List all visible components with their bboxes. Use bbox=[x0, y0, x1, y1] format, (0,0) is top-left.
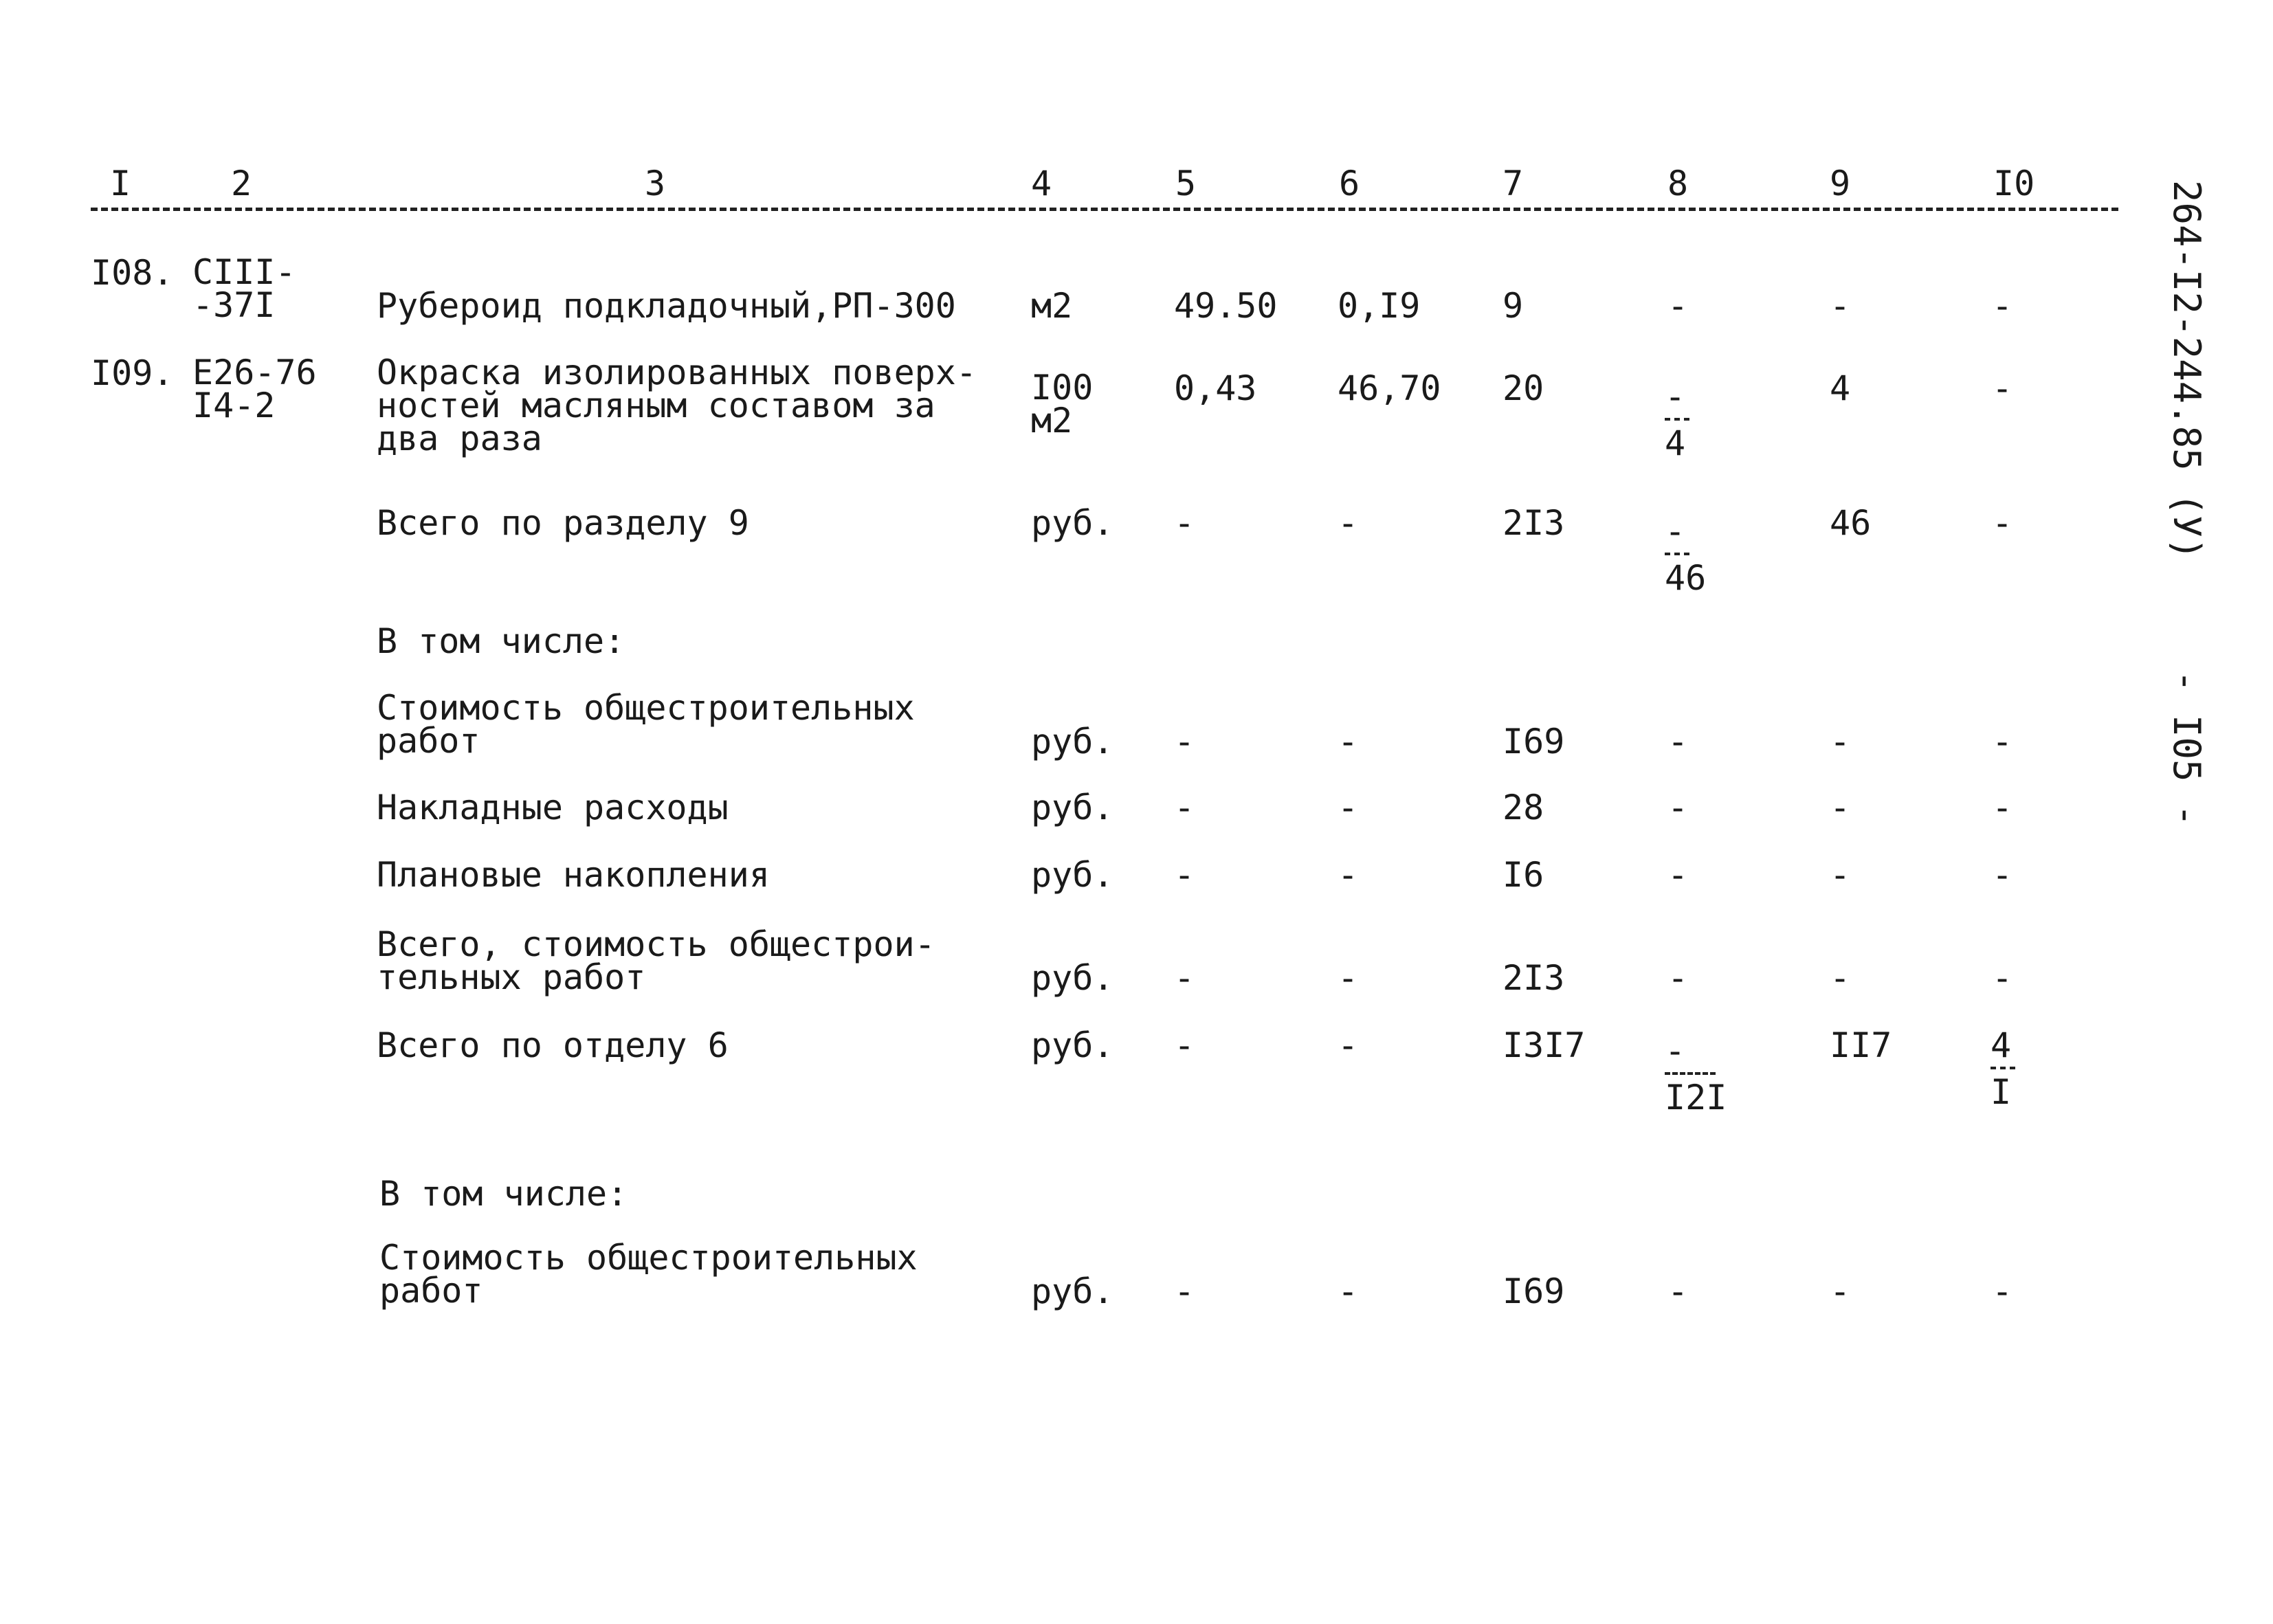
cell-col10: - bbox=[1992, 1271, 2013, 1311]
cell-col9: 4 bbox=[1830, 368, 1851, 408]
cell-col8: - bbox=[1667, 855, 1689, 895]
cell-col6: - bbox=[1338, 788, 1359, 827]
header-divider bbox=[91, 208, 2118, 211]
cell-col5: - bbox=[1174, 503, 1195, 543]
row-description: Рубероид подкладочный,РП-300 bbox=[377, 286, 956, 326]
row-unit: руб. bbox=[1031, 503, 1114, 543]
cell-col9: - bbox=[1830, 286, 1851, 326]
col-header-5: 5 bbox=[1175, 164, 1197, 203]
col-header-9: 9 bbox=[1830, 164, 1851, 203]
row-unit: м2 bbox=[1031, 286, 1073, 326]
cell-col7: I3I7 bbox=[1503, 1025, 1586, 1065]
row-description: Накладные расходы bbox=[377, 788, 729, 827]
row-code: Е26-76 I4-2 bbox=[192, 353, 317, 425]
fraction-numerator: - bbox=[1665, 1034, 1716, 1075]
cell-col6: - bbox=[1338, 1025, 1359, 1065]
section-subheading: В том числе: bbox=[377, 621, 625, 661]
col-header-6: 6 bbox=[1339, 164, 1360, 203]
row-description: Окраска изолированных поверх- ностей масляным составом за два раза bbox=[377, 353, 977, 458]
cell-col6: - bbox=[1338, 722, 1359, 761]
row-number: I08. bbox=[91, 253, 174, 293]
cell-col8-fraction bbox=[1665, 377, 1689, 463]
col-header-3: 3 bbox=[645, 164, 666, 203]
cell-col6: - bbox=[1338, 958, 1359, 998]
col-header-7: 7 bbox=[1503, 164, 1524, 203]
row-code: СIII- -37I bbox=[192, 252, 296, 325]
cell-col5: - bbox=[1174, 788, 1195, 827]
cell-col10: - bbox=[1992, 958, 2013, 998]
col-header-1: I bbox=[110, 164, 131, 203]
cell-col10: - bbox=[1992, 722, 2013, 761]
cell-col6: - bbox=[1338, 503, 1359, 543]
cell-col5: - bbox=[1174, 722, 1195, 761]
fraction-denominator: 4 bbox=[1665, 423, 1686, 463]
cell-col7: 2I3 bbox=[1503, 503, 1565, 543]
cell-col7: I69 bbox=[1503, 722, 1565, 761]
cell-col6: 46,70 bbox=[1338, 368, 1441, 408]
cell-col8-fraction bbox=[1665, 511, 1707, 598]
cell-col6: - bbox=[1338, 855, 1359, 895]
cell-col6: 0,I9 bbox=[1338, 286, 1421, 326]
cell-col7: I6 bbox=[1503, 855, 1544, 895]
col-header-8: 8 bbox=[1667, 164, 1689, 203]
row-unit: руб. bbox=[1031, 1271, 1114, 1311]
cell-col8: - bbox=[1667, 286, 1689, 326]
cell-col8: - bbox=[1667, 958, 1689, 998]
cell-col8: - bbox=[1667, 722, 1689, 761]
fraction-denominator: 46 bbox=[1665, 558, 1707, 598]
cell-col5: - bbox=[1174, 1271, 1195, 1311]
col-header-4: 4 bbox=[1031, 164, 1052, 203]
fraction-denominator: I2I bbox=[1665, 1078, 1727, 1117]
cell-col10: - bbox=[1992, 286, 2013, 326]
fraction-numerator: 4 bbox=[1991, 1028, 2015, 1069]
cell-col5: 0,43 bbox=[1174, 368, 1257, 408]
fraction-denominator: I bbox=[1991, 1072, 2012, 1112]
col-header-10: I0 bbox=[1993, 164, 2035, 203]
cell-col9: - bbox=[1830, 958, 1851, 998]
cell-col8-fraction bbox=[1665, 1031, 1727, 1117]
cell-col9: - bbox=[1830, 1271, 1851, 1311]
row-description: Стоимость общестроительных работ bbox=[377, 688, 915, 761]
row-unit: руб. bbox=[1031, 788, 1114, 827]
row-number: I09. bbox=[91, 353, 174, 393]
cell-col10: - bbox=[1992, 855, 2013, 895]
cell-col9: 46 bbox=[1830, 503, 1872, 543]
row-description: Всего по разделу 9 bbox=[377, 503, 749, 543]
page-number: - I05 - bbox=[2165, 670, 2208, 827]
row-unit: руб. bbox=[1031, 722, 1114, 761]
cell-col7: 28 bbox=[1503, 788, 1544, 827]
cell-col5: - bbox=[1174, 958, 1195, 998]
fraction-numerator: - bbox=[1665, 379, 1689, 421]
cell-col7: I69 bbox=[1503, 1271, 1565, 1311]
cell-col5: - bbox=[1174, 855, 1195, 895]
cell-col5: 49.50 bbox=[1174, 286, 1278, 326]
fraction-numerator: - bbox=[1665, 514, 1689, 555]
row-unit: руб. bbox=[1031, 1025, 1114, 1065]
cell-col7: 20 bbox=[1503, 368, 1544, 408]
cell-col9: - bbox=[1830, 855, 1851, 895]
cell-col9: - bbox=[1830, 788, 1851, 827]
cell-col6: - bbox=[1338, 1271, 1359, 1311]
row-description: Стоимость общестроительных работ bbox=[379, 1238, 918, 1311]
cell-col8: - bbox=[1667, 788, 1689, 827]
cell-col9: - bbox=[1830, 722, 1851, 761]
cell-col10: - bbox=[1992, 503, 2013, 543]
row-description: Плановые накопления bbox=[377, 855, 770, 895]
cell-col10: - bbox=[1992, 788, 2013, 827]
row-unit: руб. bbox=[1031, 855, 1114, 895]
row-unit: I00 м2 bbox=[1031, 368, 1094, 441]
cell-col7: 9 bbox=[1503, 286, 1524, 326]
row-description: Всего по отделу 6 bbox=[377, 1025, 729, 1065]
col-header-2: 2 bbox=[231, 164, 252, 203]
cell-col7: 2I3 bbox=[1503, 958, 1565, 998]
row-unit: руб. bbox=[1031, 958, 1114, 998]
cell-col8: - bbox=[1667, 1271, 1689, 1311]
document-code: 264-I2-244.85 (У) bbox=[2165, 180, 2208, 560]
cell-col9: II7 bbox=[1830, 1025, 1892, 1065]
cell-col10-fraction bbox=[1991, 1025, 2015, 1112]
cell-col5: - bbox=[1174, 1025, 1195, 1065]
cell-col10: - bbox=[1992, 368, 2013, 408]
row-description: Всего, стоимость общестрои- тельных работ bbox=[377, 924, 935, 997]
section-subheading: В том числе: bbox=[379, 1174, 628, 1214]
